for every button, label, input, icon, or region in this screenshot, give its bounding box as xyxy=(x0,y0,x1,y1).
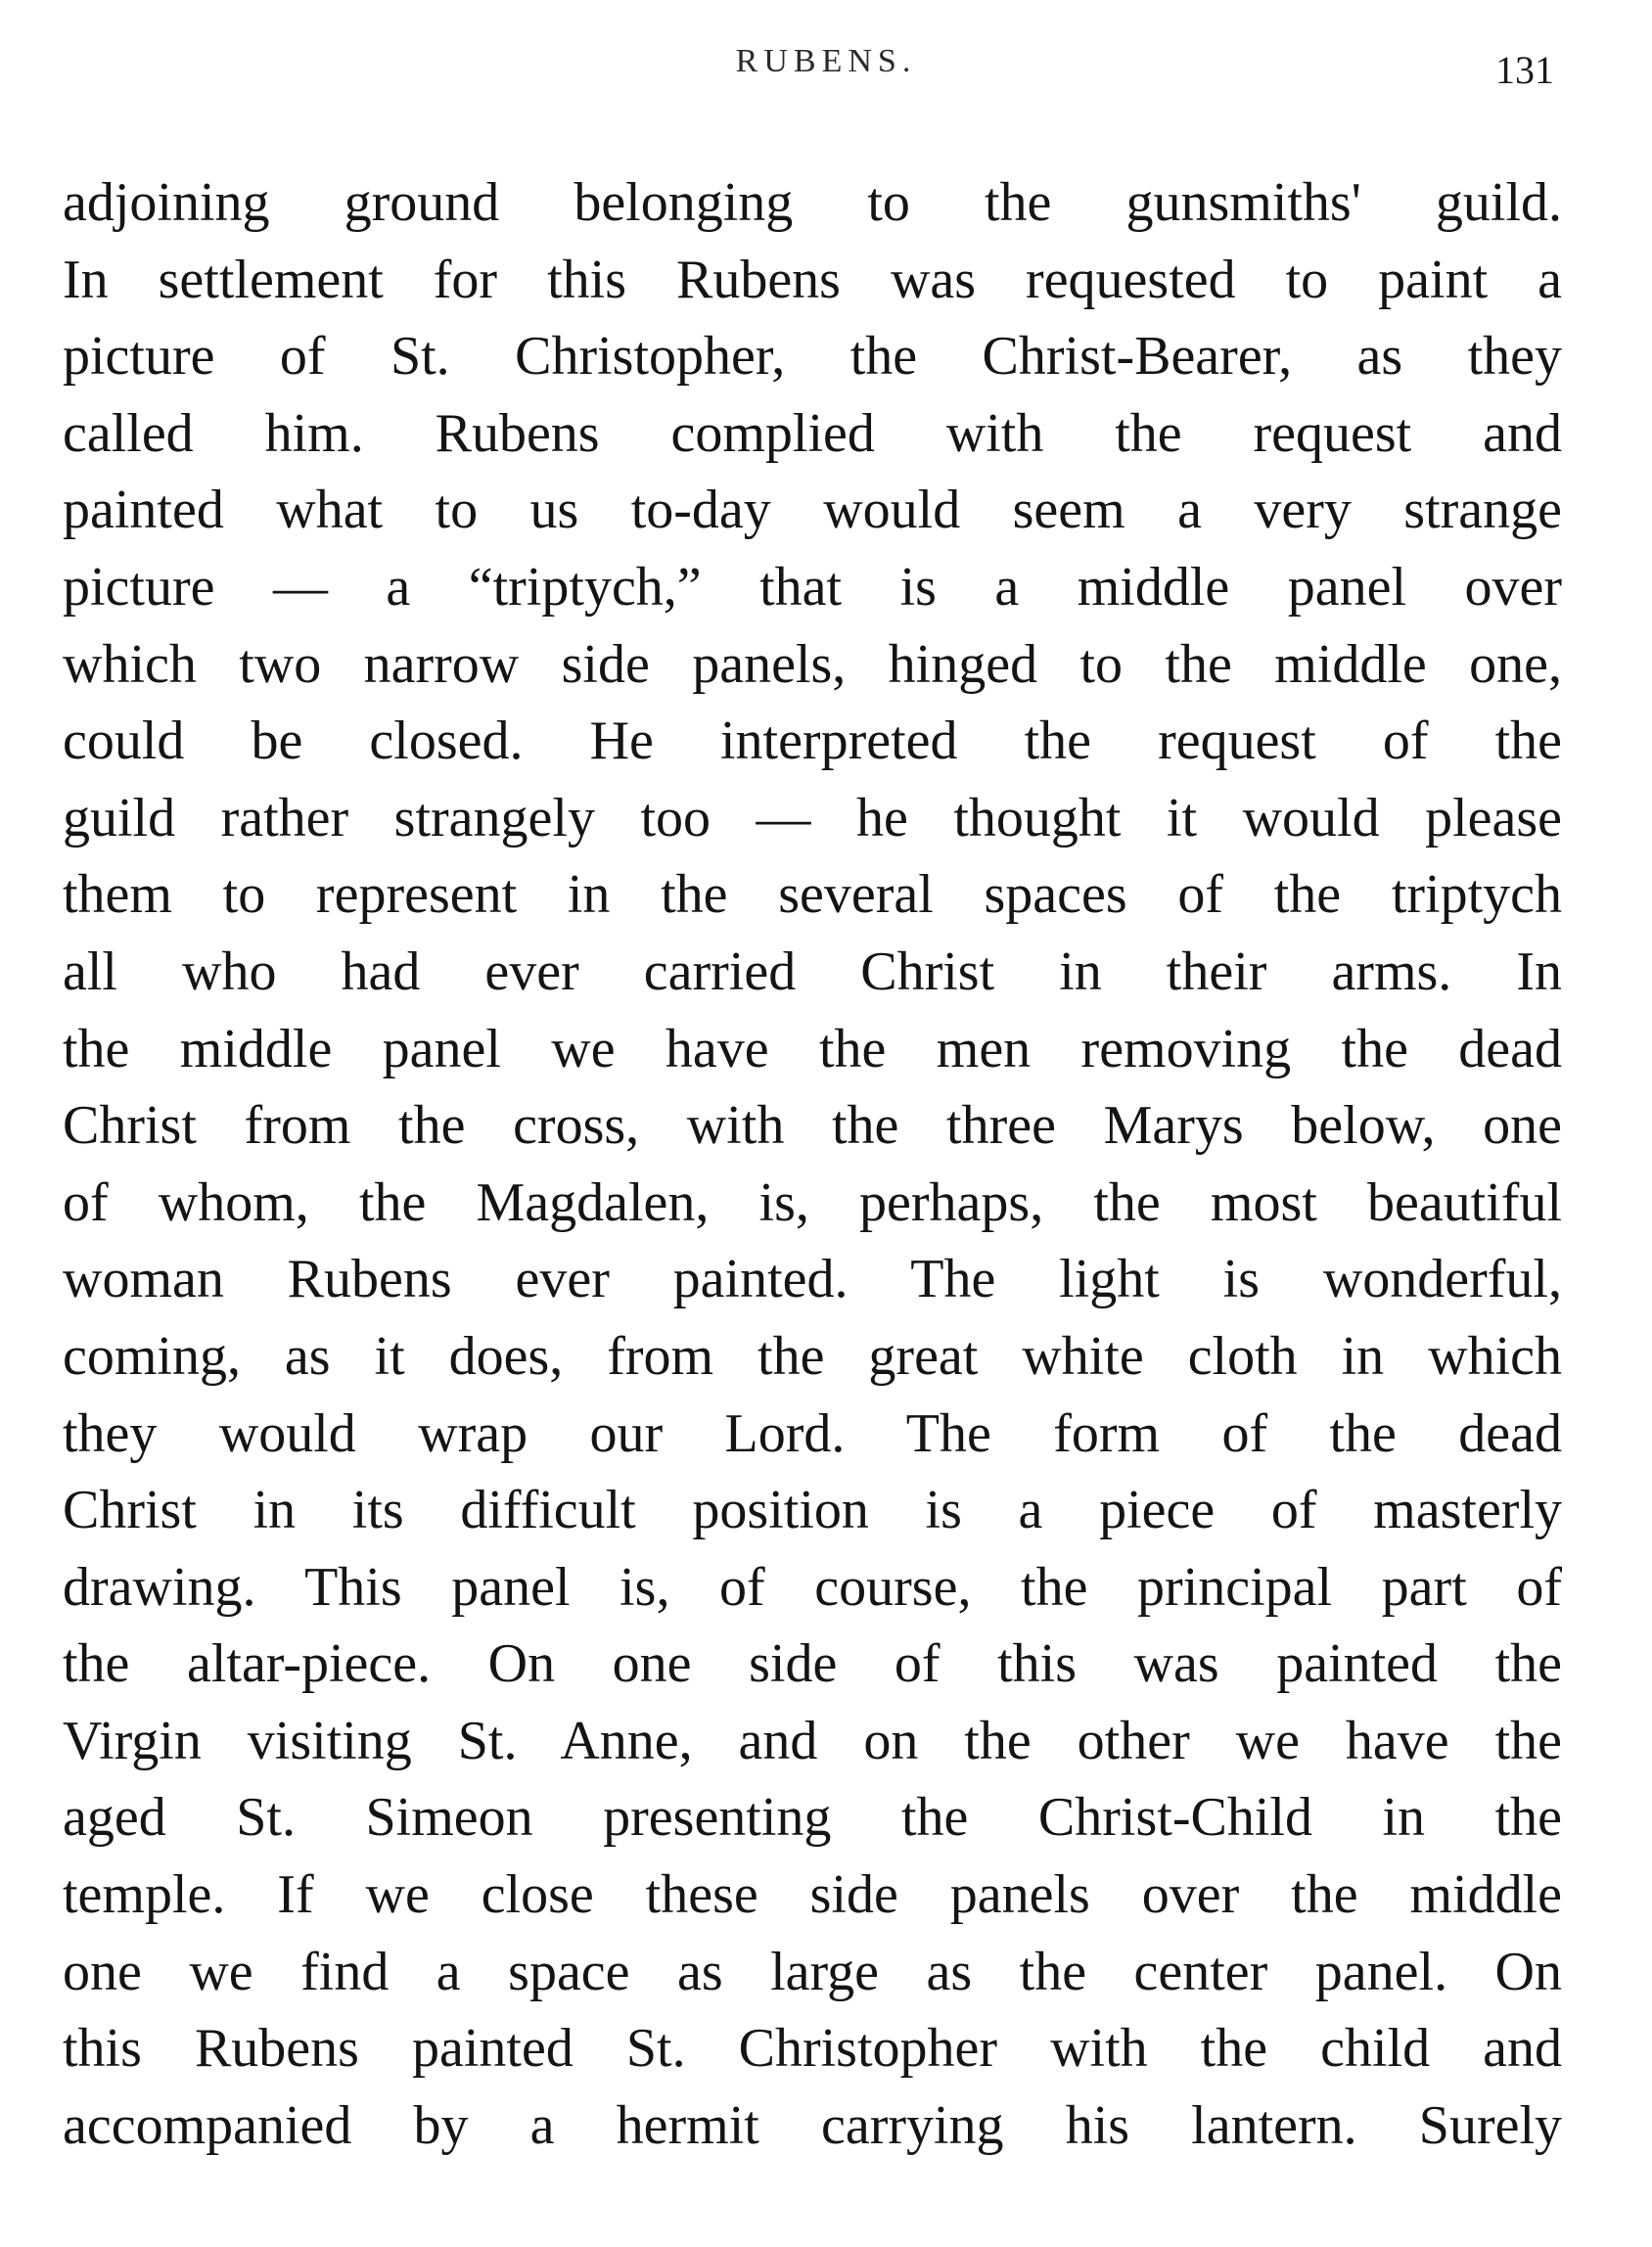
text-line: them to represent in the several spaces of the triptych xyxy=(63,864,1562,926)
text-line: the middle panel we have the men removing the dead xyxy=(63,1018,1562,1079)
text-line: Christ from the cross, with the three Marys below, one xyxy=(63,1095,1562,1157)
body-text xyxy=(63,164,1562,2164)
text-line: In settlement for this Rubens was requested to paint a xyxy=(63,249,1562,310)
text-line: picture of St. Christopher, the Christ-Bearer, as they xyxy=(63,326,1562,388)
text-line: Christ in its difficult position is a piece of masterly xyxy=(63,1480,1562,1541)
text-line: temple. If we close these side panels over the middle xyxy=(63,1864,1562,1926)
text-line: they would wrap our Lord. The form of the dead xyxy=(63,1402,1562,1464)
text-line: painted what to us to-day would seem a very strange xyxy=(63,480,1562,541)
text-line: guild rather strangely too — he thought it would please xyxy=(63,787,1562,848)
text-line: which two narrow side panels, hinged to the middle one, xyxy=(63,633,1562,695)
text-line: could be closed. He interpreted the request of the xyxy=(63,711,1562,772)
text-line: aged St. Simeon presenting the Christ-Child in the xyxy=(63,1787,1562,1849)
text-line: all who had ever carried Christ in their arms. In xyxy=(63,940,1562,1002)
text-line: adjoining ground belonging to the gunsmiths' guild. xyxy=(63,172,1562,233)
text-line: one we find a space as large as the center panel. On xyxy=(63,1941,1562,2002)
text-line: the altar-piece. On one side of this was painted the xyxy=(63,1633,1562,1695)
text-line: accompanied by a hermit carrying his lantern. Surely xyxy=(63,2094,1562,2156)
page-number: 131 xyxy=(1495,48,1554,92)
text-line: Virgin visiting St. Anne, and on the other we have the xyxy=(63,1710,1562,1771)
text-line: called him. Rubens complied with the request and xyxy=(63,402,1562,464)
text-line: this Rubens painted St. Christopher with the child and xyxy=(63,2018,1562,2080)
text-line: woman Rubens ever painted. The light is wonderful, xyxy=(63,1249,1562,1310)
running-title: RUBENS. xyxy=(735,43,917,79)
text-line: coming, as it does, from the great white cloth in which xyxy=(63,1325,1562,1387)
text-line: of whom, the Magdalen, is, perhaps, the most beautiful xyxy=(63,1171,1562,1233)
running-head xyxy=(0,43,1652,102)
text-line: picture — a “triptych,” that is a middle panel over xyxy=(63,556,1562,618)
text-line: drawing. This panel is, of course, the principal part of xyxy=(63,1556,1562,1618)
